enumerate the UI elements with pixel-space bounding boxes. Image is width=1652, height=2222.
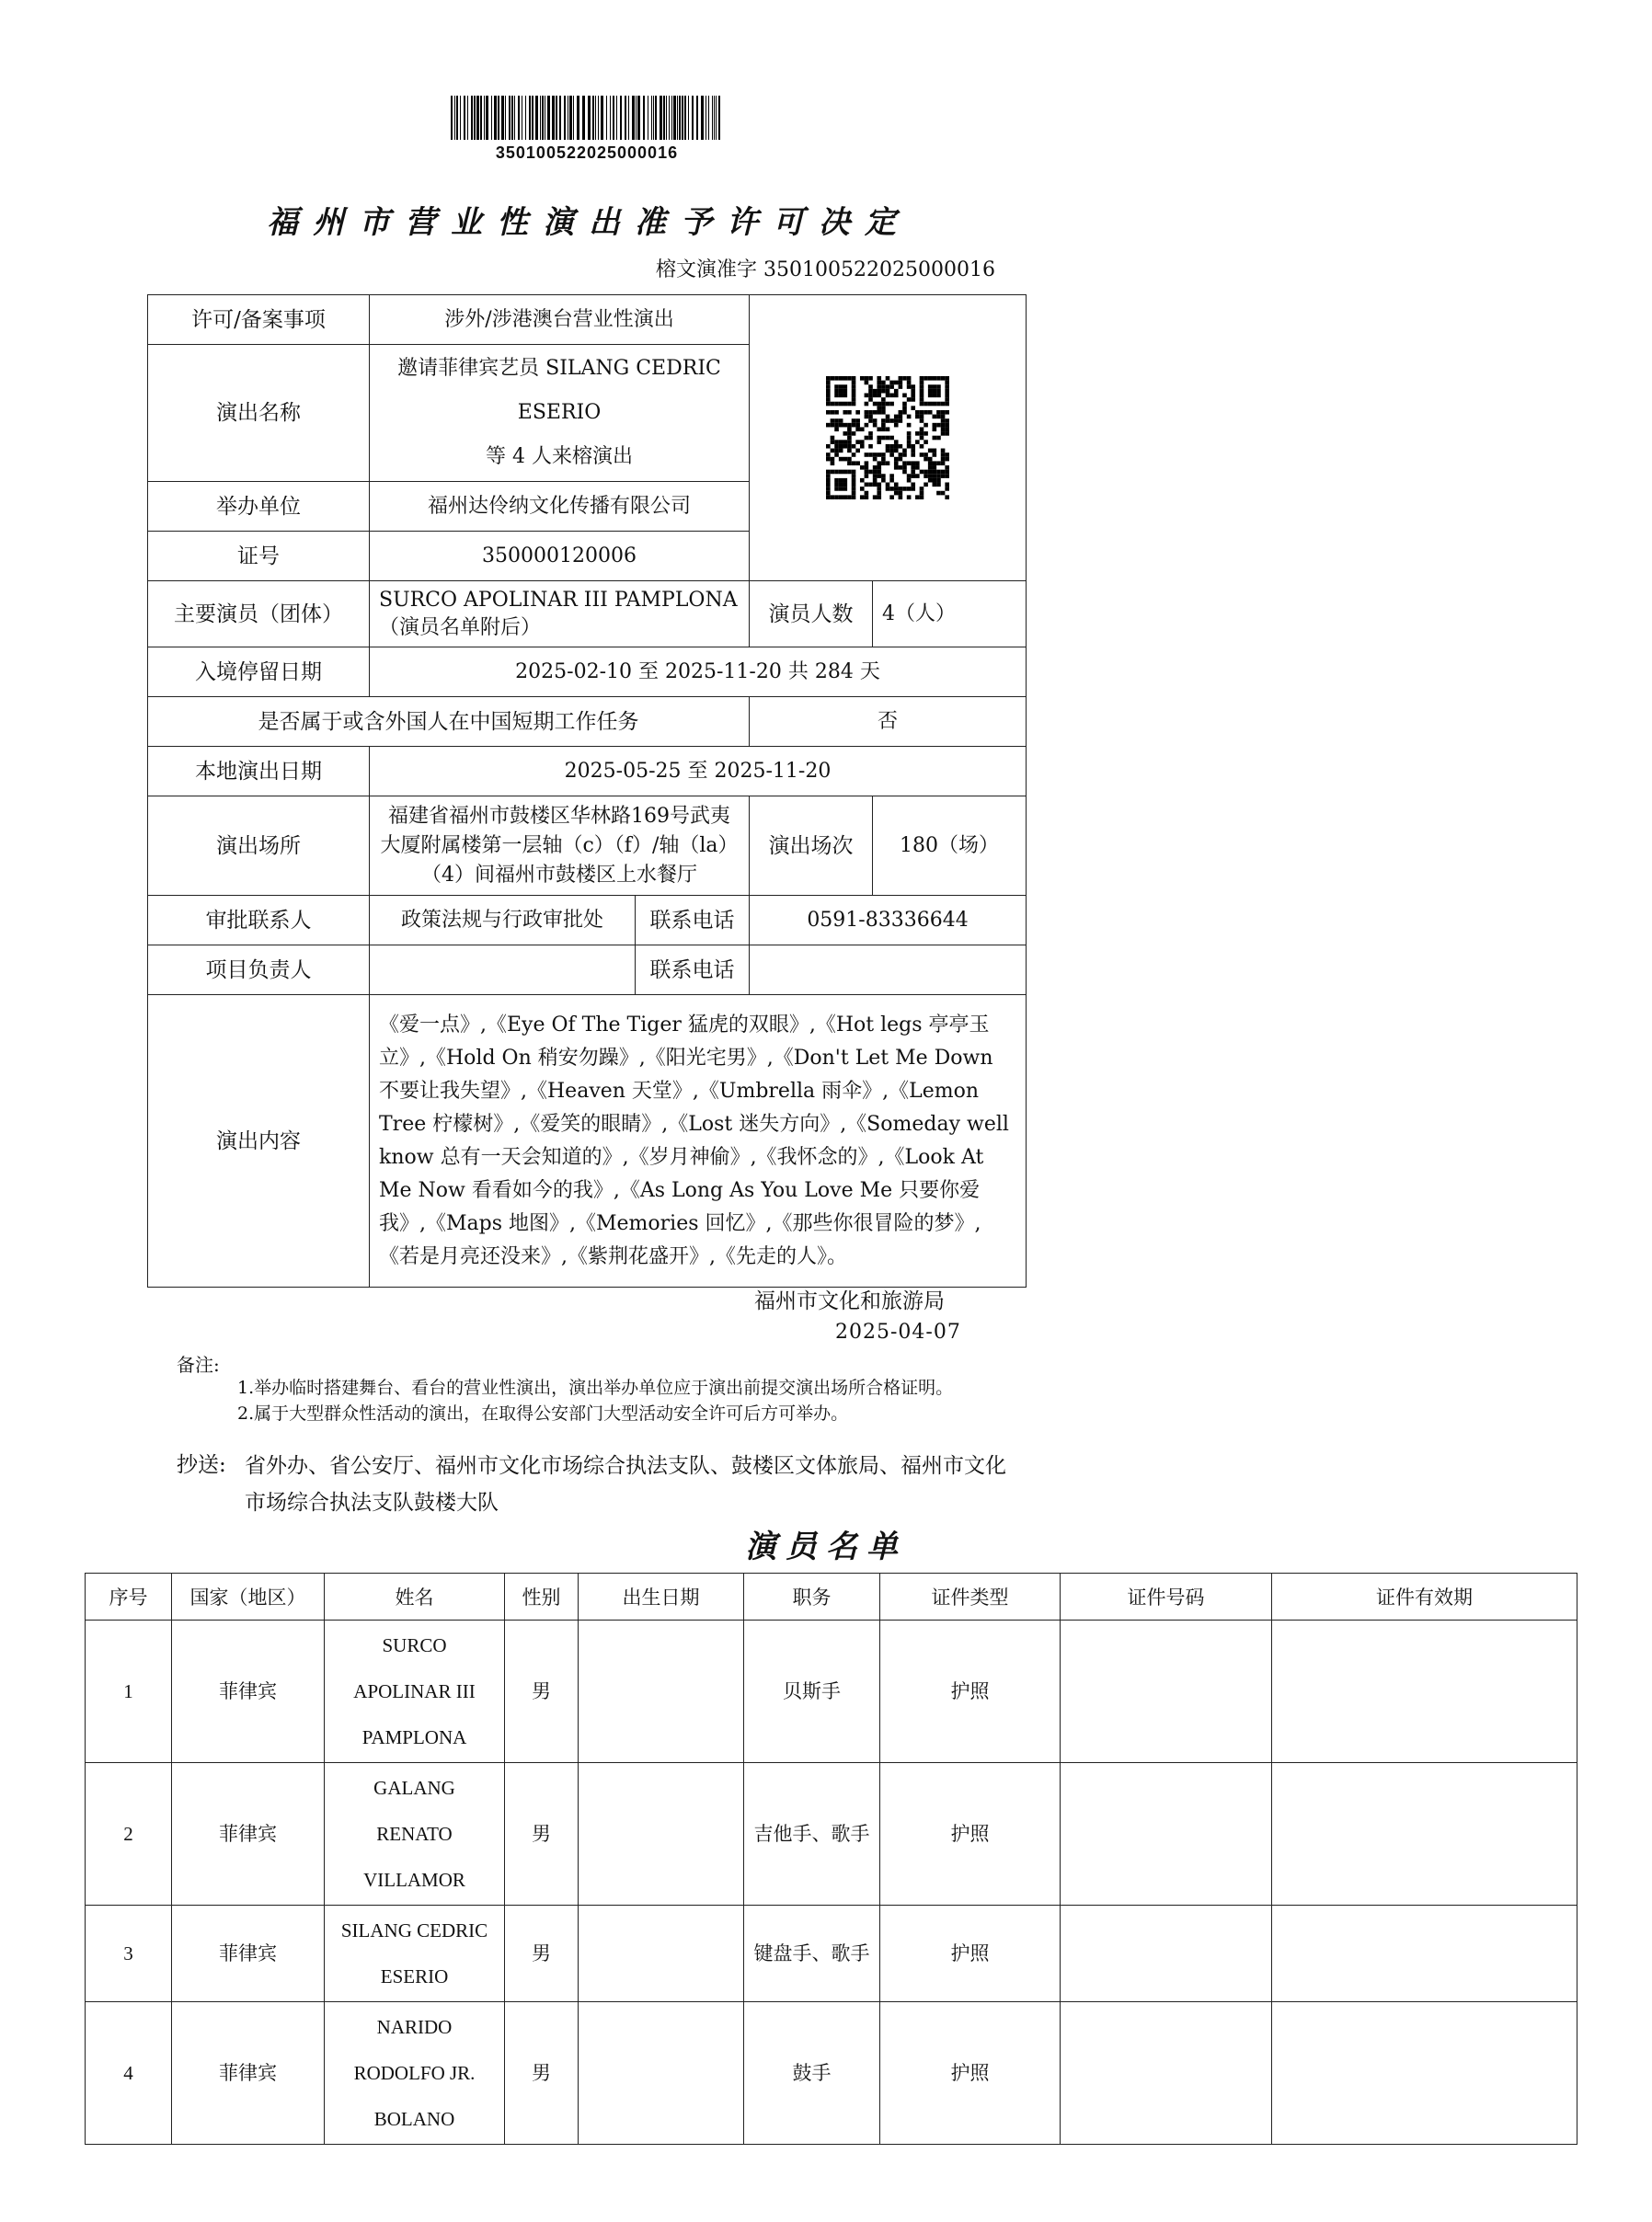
cert-value: 350000120006 [370, 532, 750, 581]
cell-gender: 男 [505, 1763, 579, 1906]
document-title: 福州市营业性演出准予许可决定 [267, 204, 911, 241]
cert-label: 证号 [148, 532, 370, 581]
cell-validity [1272, 1906, 1577, 2002]
name-line: SURCO [382, 1634, 447, 1656]
header-id-no: 证件号码 [1061, 1574, 1272, 1621]
manager-label: 项目负责人 [148, 945, 370, 995]
cell-validity [1272, 1621, 1577, 1763]
shows-label: 演出场次 [750, 796, 873, 896]
name-line: PAMPLONA [361, 1726, 467, 1748]
phone-value: 0591-83336644 [750, 896, 1027, 945]
cast-list-title: 演员名单 [745, 1529, 907, 1565]
approver-label: 审批联系人 [148, 896, 370, 945]
cell-country: 菲律宾 [172, 1763, 325, 1906]
short-work-value: 否 [750, 697, 1027, 747]
cell-no: 4 [86, 2002, 172, 2145]
cell-role: 吉他手、歌手 [744, 1763, 880, 1906]
table-row [86, 1906, 1577, 2002]
name-line: APOLINAR III [353, 1680, 476, 1702]
manager-phone-value [750, 945, 1027, 995]
name-line: VILLAMOR [363, 1869, 465, 1891]
performer-value: SURCO APOLINAR III PAMPLONA（演员名单附后） [370, 581, 750, 647]
name-line: BOLANO [373, 2108, 455, 2130]
cell-role: 鼓手 [744, 2002, 880, 2145]
cell-birth [579, 1763, 744, 1906]
content-label: 演出内容 [148, 995, 370, 1288]
cell-id-type: 护照 [880, 1621, 1061, 1763]
local-date-value: 2025-05-25 至 2025-11-20 [370, 747, 1027, 796]
cell-name [325, 1763, 505, 1906]
cc-label: 抄送: [177, 1453, 226, 1477]
cell-id-type: 护照 [880, 1763, 1061, 1906]
cell-id-no [1061, 1621, 1272, 1763]
issuer: 福州市文化和旅游局 [754, 1289, 945, 1313]
cell-id-no [1061, 1906, 1272, 2002]
short-work-label: 是否属于或含外国人在中国短期工作任务 [148, 697, 750, 747]
name-value [370, 345, 750, 482]
barcode-number: 350100522025000016 [495, 143, 679, 162]
cell-id-type: 护照 [880, 1906, 1061, 2002]
item-value: 涉外/涉港澳台营业性演出 [370, 295, 750, 345]
name-line: SILANG CEDRIC [340, 1919, 488, 1941]
venue-label: 演出场所 [148, 796, 370, 896]
cell-id-type: 护照 [880, 2002, 1061, 2145]
header-no: 序号 [86, 1574, 172, 1621]
name-line: RODOLFO JR. [353, 2062, 476, 2084]
cell-gender: 男 [505, 1906, 579, 2002]
item-label: 许可/备案事项 [148, 295, 370, 345]
cell-name [325, 1906, 505, 2002]
organizer-value: 福州达伶纳文化传播有限公司 [370, 482, 750, 532]
note-1: 1.举办临时搭建舞台、看台的营业性演出，演出举办单位应于演出前提交演出场所合格证明。 [237, 1378, 954, 1398]
shows-value: 180（场） [873, 796, 1027, 896]
cell-country: 菲律宾 [172, 2002, 325, 2145]
cell-validity [1272, 2002, 1577, 2145]
name-line: GALANG [373, 1777, 455, 1799]
stay-value: 2025-02-10 至 2025-11-20 共 284 天 [370, 647, 1027, 697]
permit-table [147, 294, 1027, 1288]
header-country: 国家（地区） [172, 1574, 325, 1621]
name-line: ESERIO [380, 1965, 449, 1987]
note-2: 2.属于大型群众性活动的演出，在取得公安部门大型活动安全许可后方可举办。 [237, 1403, 849, 1424]
cell-id-no [1061, 1763, 1272, 1906]
issue-date: 2025-04-07 [835, 1321, 961, 1344]
cell-gender: 男 [505, 2002, 579, 2145]
cell-name [325, 1621, 505, 1763]
count-label: 演员人数 [750, 581, 873, 647]
name-line: NARIDO [376, 2016, 453, 2038]
cast-table [85, 1573, 1577, 2145]
performer-label: 主要演员（团体） [148, 581, 370, 647]
stay-label: 入境停留日期 [148, 647, 370, 697]
header-role: 职务 [744, 1574, 880, 1621]
cell-birth [579, 1621, 744, 1763]
manager-value [370, 945, 636, 995]
table-row [86, 1763, 1577, 1906]
qr-cell [750, 295, 1027, 581]
cell-country: 菲律宾 [172, 1621, 325, 1763]
qr-code [826, 376, 949, 499]
name-label: 演出名称 [148, 345, 370, 482]
header-gender: 性别 [505, 1574, 579, 1621]
cell-birth [579, 2002, 744, 2145]
cell-validity [1272, 1763, 1577, 1906]
header-id-type: 证件类型 [880, 1574, 1061, 1621]
name-line: RENATO [376, 1823, 453, 1845]
cell-name [325, 2002, 505, 2145]
document-number: 榕文演准字 350100522025000016 [656, 258, 995, 281]
name-line-1: 邀请菲律宾艺员 SILANG CEDRIC ESERIO [397, 357, 721, 424]
cell-role: 键盘手、歌手 [744, 1906, 880, 2002]
header-birth: 出生日期 [579, 1574, 744, 1621]
header-validity: 证件有效期 [1272, 1574, 1577, 1621]
content-value: 《爱一点》,《Eye Of The Tiger 猛虎的双眼》,《Hot legs 亭亭玉立》,《Hold On 稍安勿躁》,《阳光宅男》,《Don't Let Me Down 不要让我失望》,《Heaven 天堂》,《Umbrella 雨伞》,《Lemon Tree 柠檬树》,《爱笑的眼睛》,《Lost 迷失方向》,《Someday well know 总有一天会知道的》,《岁月神偷》,《我怀念的》,《Look At Me Now 看看如今的我》,《As Long As You Love Me 只要你爱我》,《Maps 地图》,《Memories 回忆》,《那些你很冒险的梦》,《若是月亮还没来》,《紫荆花盛开》,《先走的人》。 [370, 995, 1027, 1288]
cell-role: 贝斯手 [744, 1621, 880, 1763]
local-date-label: 本地演出日期 [148, 747, 370, 796]
cc-text: 省外办、省公安厅、福州市文化市场综合执法支队、鼓楼区文体旅局、福州市文化市场综合执法支队鼓楼大队 [245, 1454, 1006, 1515]
cell-birth [579, 1906, 744, 2002]
table-row [86, 2002, 1577, 2145]
cell-gender: 男 [505, 1621, 579, 1763]
venue-value: 福建省福州市鼓楼区华林路169号武夷大厦附属楼第一层轴（c）（f）/轴（la）（4）间福州市鼓楼区上水餐厅 [370, 796, 750, 896]
count-value: 4（人） [873, 581, 1027, 647]
cell-country: 菲律宾 [172, 1906, 325, 2002]
organizer-label: 举办单位 [148, 482, 370, 532]
cell-no: 1 [86, 1621, 172, 1763]
header-name: 姓名 [325, 1574, 505, 1621]
cell-no: 2 [86, 1763, 172, 1906]
manager-phone-label: 联系电话 [636, 945, 750, 995]
cell-no: 3 [86, 1906, 172, 2002]
notes-label: 备注: [177, 1354, 220, 1376]
table-row [86, 1621, 1577, 1763]
name-line-2: 等 4 人来榕演出 [486, 445, 633, 468]
approver-value: 政策法规与行政审批处 [370, 896, 636, 945]
phone-label: 联系电话 [636, 896, 750, 945]
cell-id-no [1061, 2002, 1272, 2145]
barcode [451, 96, 723, 140]
